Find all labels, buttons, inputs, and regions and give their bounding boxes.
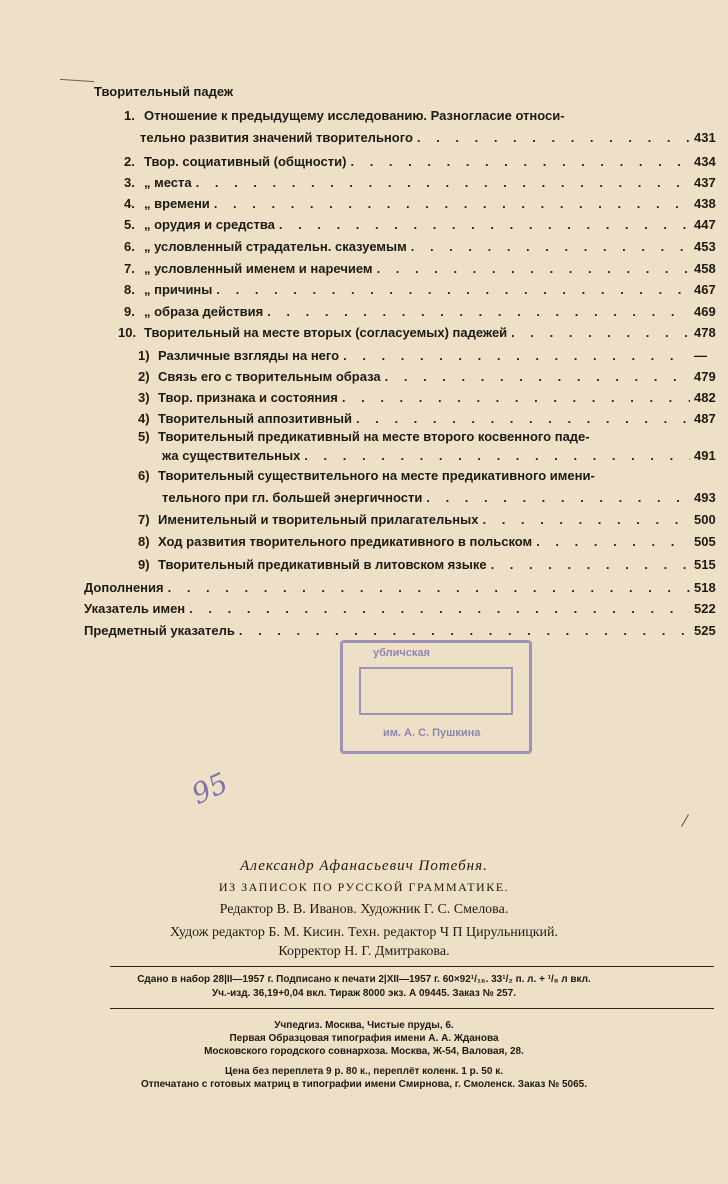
dot-leader (267, 304, 690, 319)
toc-entry-title: Указатель имен (84, 601, 186, 616)
toc-entry-title: Твор. признака и состояния (158, 390, 338, 405)
print-info: Сдано в набор 28|II—1957 г. Подписано к печати 2|XII—1957 г. 60×92¹/₁₆. 33¹/₂ п. л. + ¹/₈ л вкл. (137, 974, 591, 985)
toc-page-number: 491 (694, 448, 716, 463)
toc-entry (124, 196, 720, 211)
toc-entry-title: Именительный и творительный прилагательных (158, 512, 479, 527)
toc-entry-number: 9. (124, 304, 135, 319)
toc-entry (138, 512, 720, 527)
toc-page-number: 493 (694, 490, 716, 505)
toc-entry-number: 7) (138, 512, 150, 527)
toc-page-number: 447 (694, 217, 716, 232)
print-info: Уч.-изд. 36,19+0,04 вкл. Тираж 8000 экз. А 09445. Заказ № 257. (212, 988, 516, 999)
toc-entry-title: Твор. социативный (общности) (144, 154, 347, 169)
toc-page-number: 478 (694, 325, 716, 340)
stamp-inner-frame (359, 667, 513, 715)
dot-leader (511, 325, 690, 340)
art-editor-line: Худож редактор Б. М. Кисин. Техн. редактор Ч П Цирульницкий. (170, 925, 558, 940)
toc-page-number: 438 (694, 196, 716, 211)
toc-entry (124, 304, 720, 319)
toc-entry (124, 239, 720, 254)
toc-entry-number: 1. (124, 108, 135, 123)
toc-entry-title: Творительный аппозитивный (158, 411, 352, 426)
toc-entry-number: 7. (124, 261, 135, 276)
toc-entry-number: 6) (138, 468, 150, 483)
toc-entry-title: Связь его с творительным образа (158, 369, 381, 384)
printed-info: Отпечатано с готовых матриц в типографии имени Смирнова, г. Смоленск. Заказ № 5065. (140, 1079, 588, 1090)
toc-entry (138, 390, 720, 405)
toc-entry-title: „ условленный именем и наречием (144, 261, 373, 276)
toc-entry-number: 5) (138, 429, 150, 444)
toc-page-number: 479 (694, 369, 716, 384)
toc-entry-number: 10. (118, 325, 137, 340)
toc-page-number: 434 (694, 154, 716, 169)
toc-entry-title: тельно развития значений творительного (140, 130, 413, 145)
toc-entry (138, 468, 720, 483)
toc-entry-number: 3. (124, 175, 135, 190)
price-info: Цена без переплета 9 р. 80 к., переплёт коленк. 1 р. 50 к. (224, 1066, 503, 1077)
toc-entry-title: Творительный на месте вторых (согласуемых) падежей (144, 325, 508, 340)
toc-entry-title: Ход развития творительного предикативного в польском (158, 534, 533, 549)
toc-appendix-entry (84, 623, 720, 638)
toc-entry-title: Отношение к предыдущему исследованию. Разногласие относи- (144, 108, 565, 123)
toc-entry-number: 4. (124, 196, 135, 211)
toc-page-number: 467 (694, 282, 716, 297)
book-title: ИЗ ЗАПИСОК ПО РУССКОЙ ГРАММАТИКЕ. (218, 880, 510, 894)
toc-page-number: — (694, 348, 707, 363)
stamp-text: им. А. С. Пушкина (383, 727, 481, 739)
editor-line: Редактор В. В. Иванов. Художник Г. С. Смелова. (219, 902, 509, 917)
dot-leader (304, 448, 690, 463)
toc-page-number: 505 (694, 534, 716, 549)
toc-page-number: 431 (694, 130, 716, 145)
toc-entry (162, 448, 720, 463)
dot-leader (216, 282, 690, 297)
toc-entry-number: 3) (138, 390, 150, 405)
section-title: Творительный падеж (94, 84, 234, 99)
divider (110, 1008, 714, 1009)
ink-mark (60, 79, 94, 82)
toc-entry (162, 490, 720, 505)
toc-entry-number: 8. (124, 282, 135, 297)
toc-entry (138, 534, 720, 549)
toc-entry-title: Творительный существительного на месте предикативного имени- (158, 468, 595, 483)
publisher-info: Учпедгиз. Москва, Чистые пруды, 6. (274, 1020, 454, 1031)
toc-appendix-entry (84, 580, 720, 595)
dot-leader (356, 411, 690, 426)
toc-entry (138, 557, 720, 572)
dot-leader (426, 490, 690, 505)
dot-leader (491, 557, 690, 572)
toc-entry-title: Творительный предикативный в литовском языке (158, 557, 487, 572)
toc-entry-title: „ орудия и средства (144, 217, 275, 232)
toc-page-number: 522 (694, 601, 716, 616)
toc-page-number: 469 (694, 304, 716, 319)
dot-leader (377, 261, 690, 276)
corrector-line: Корректор Н. Г. Дмитракова. (278, 944, 450, 959)
toc-entry-title: „ условленный страдательн. сказуемым (144, 239, 407, 254)
dot-leader (385, 369, 690, 384)
toc-entry-title: Предметный указатель (84, 623, 235, 638)
toc-page-number: 525 (694, 623, 716, 638)
toc-page-number: 437 (694, 175, 716, 190)
dot-leader (189, 601, 690, 616)
toc-page-number: 487 (694, 411, 716, 426)
dot-leader (350, 154, 690, 169)
toc-entry (124, 175, 720, 190)
toc-entry (124, 217, 720, 232)
toc-entry-number: 2. (124, 154, 135, 169)
dot-leader (411, 239, 690, 254)
toc-entry (118, 325, 720, 340)
dot-leader (343, 348, 690, 363)
toc-entry-number: 1) (138, 348, 150, 363)
toc-entry (138, 369, 720, 384)
toc-entry-number: 4) (138, 411, 150, 426)
toc-entry-number: 5. (124, 217, 135, 232)
toc-entry-title: Творительный предикативный на месте второго косвенного паде- (158, 429, 590, 444)
toc-entry-title: Дополнения (84, 580, 164, 595)
toc-entry (138, 429, 720, 444)
toc-entry (124, 282, 720, 297)
toc-entry-number: 6. (124, 239, 135, 254)
library-stamp (340, 640, 532, 754)
toc-page-number: 515 (694, 557, 716, 572)
toc-entry-title: „ времени (144, 196, 210, 211)
toc-entry-title: жа существительных (162, 448, 301, 463)
dot-leader (536, 534, 690, 549)
toc-entry (138, 348, 720, 363)
toc-entry-title: Различные взгляды на него (158, 348, 340, 363)
toc-page-number: 453 (694, 239, 716, 254)
ink-mark (681, 814, 689, 827)
author-name: Александр Афанасьевич Потебня. (240, 858, 488, 874)
dot-leader (482, 512, 690, 527)
publisher-info: Московского городского совнархоза. Москва, Ж-54, Валовая, 28. (204, 1046, 524, 1057)
toc-entry-number: 8) (138, 534, 150, 549)
dot-leader (214, 196, 690, 211)
toc-page-number: 518 (694, 580, 716, 595)
handwritten-number: 95 (186, 766, 233, 811)
dot-leader (279, 217, 690, 232)
toc-entry (138, 411, 720, 426)
dot-leader (342, 390, 690, 405)
dot-leader (239, 623, 690, 638)
dot-leader (417, 130, 690, 145)
stamp-text: убличская (373, 647, 430, 659)
dot-leader (168, 580, 690, 595)
toc-entry-number: 9) (138, 557, 150, 572)
toc-entry-title: „ причины (144, 282, 213, 297)
toc-entry-title: „ образа действия (144, 304, 264, 319)
dot-leader (196, 175, 690, 190)
toc-appendix-entry (84, 601, 720, 616)
toc-entry (124, 108, 720, 123)
toc-page-number: 482 (694, 390, 716, 405)
toc-entry-title: тельного при гл. большей энергичности (162, 490, 423, 505)
toc-page-number: 500 (694, 512, 716, 527)
toc-entry-title: „ места (144, 175, 192, 190)
toc-entry (124, 261, 720, 276)
divider (110, 966, 714, 967)
toc-page-number: 458 (694, 261, 716, 276)
publisher-info: Первая Образцовая типография имени А. А. Жданова (229, 1033, 499, 1044)
toc-entry-number: 2) (138, 369, 150, 384)
toc-entry (124, 154, 720, 169)
toc-entry (140, 130, 720, 145)
